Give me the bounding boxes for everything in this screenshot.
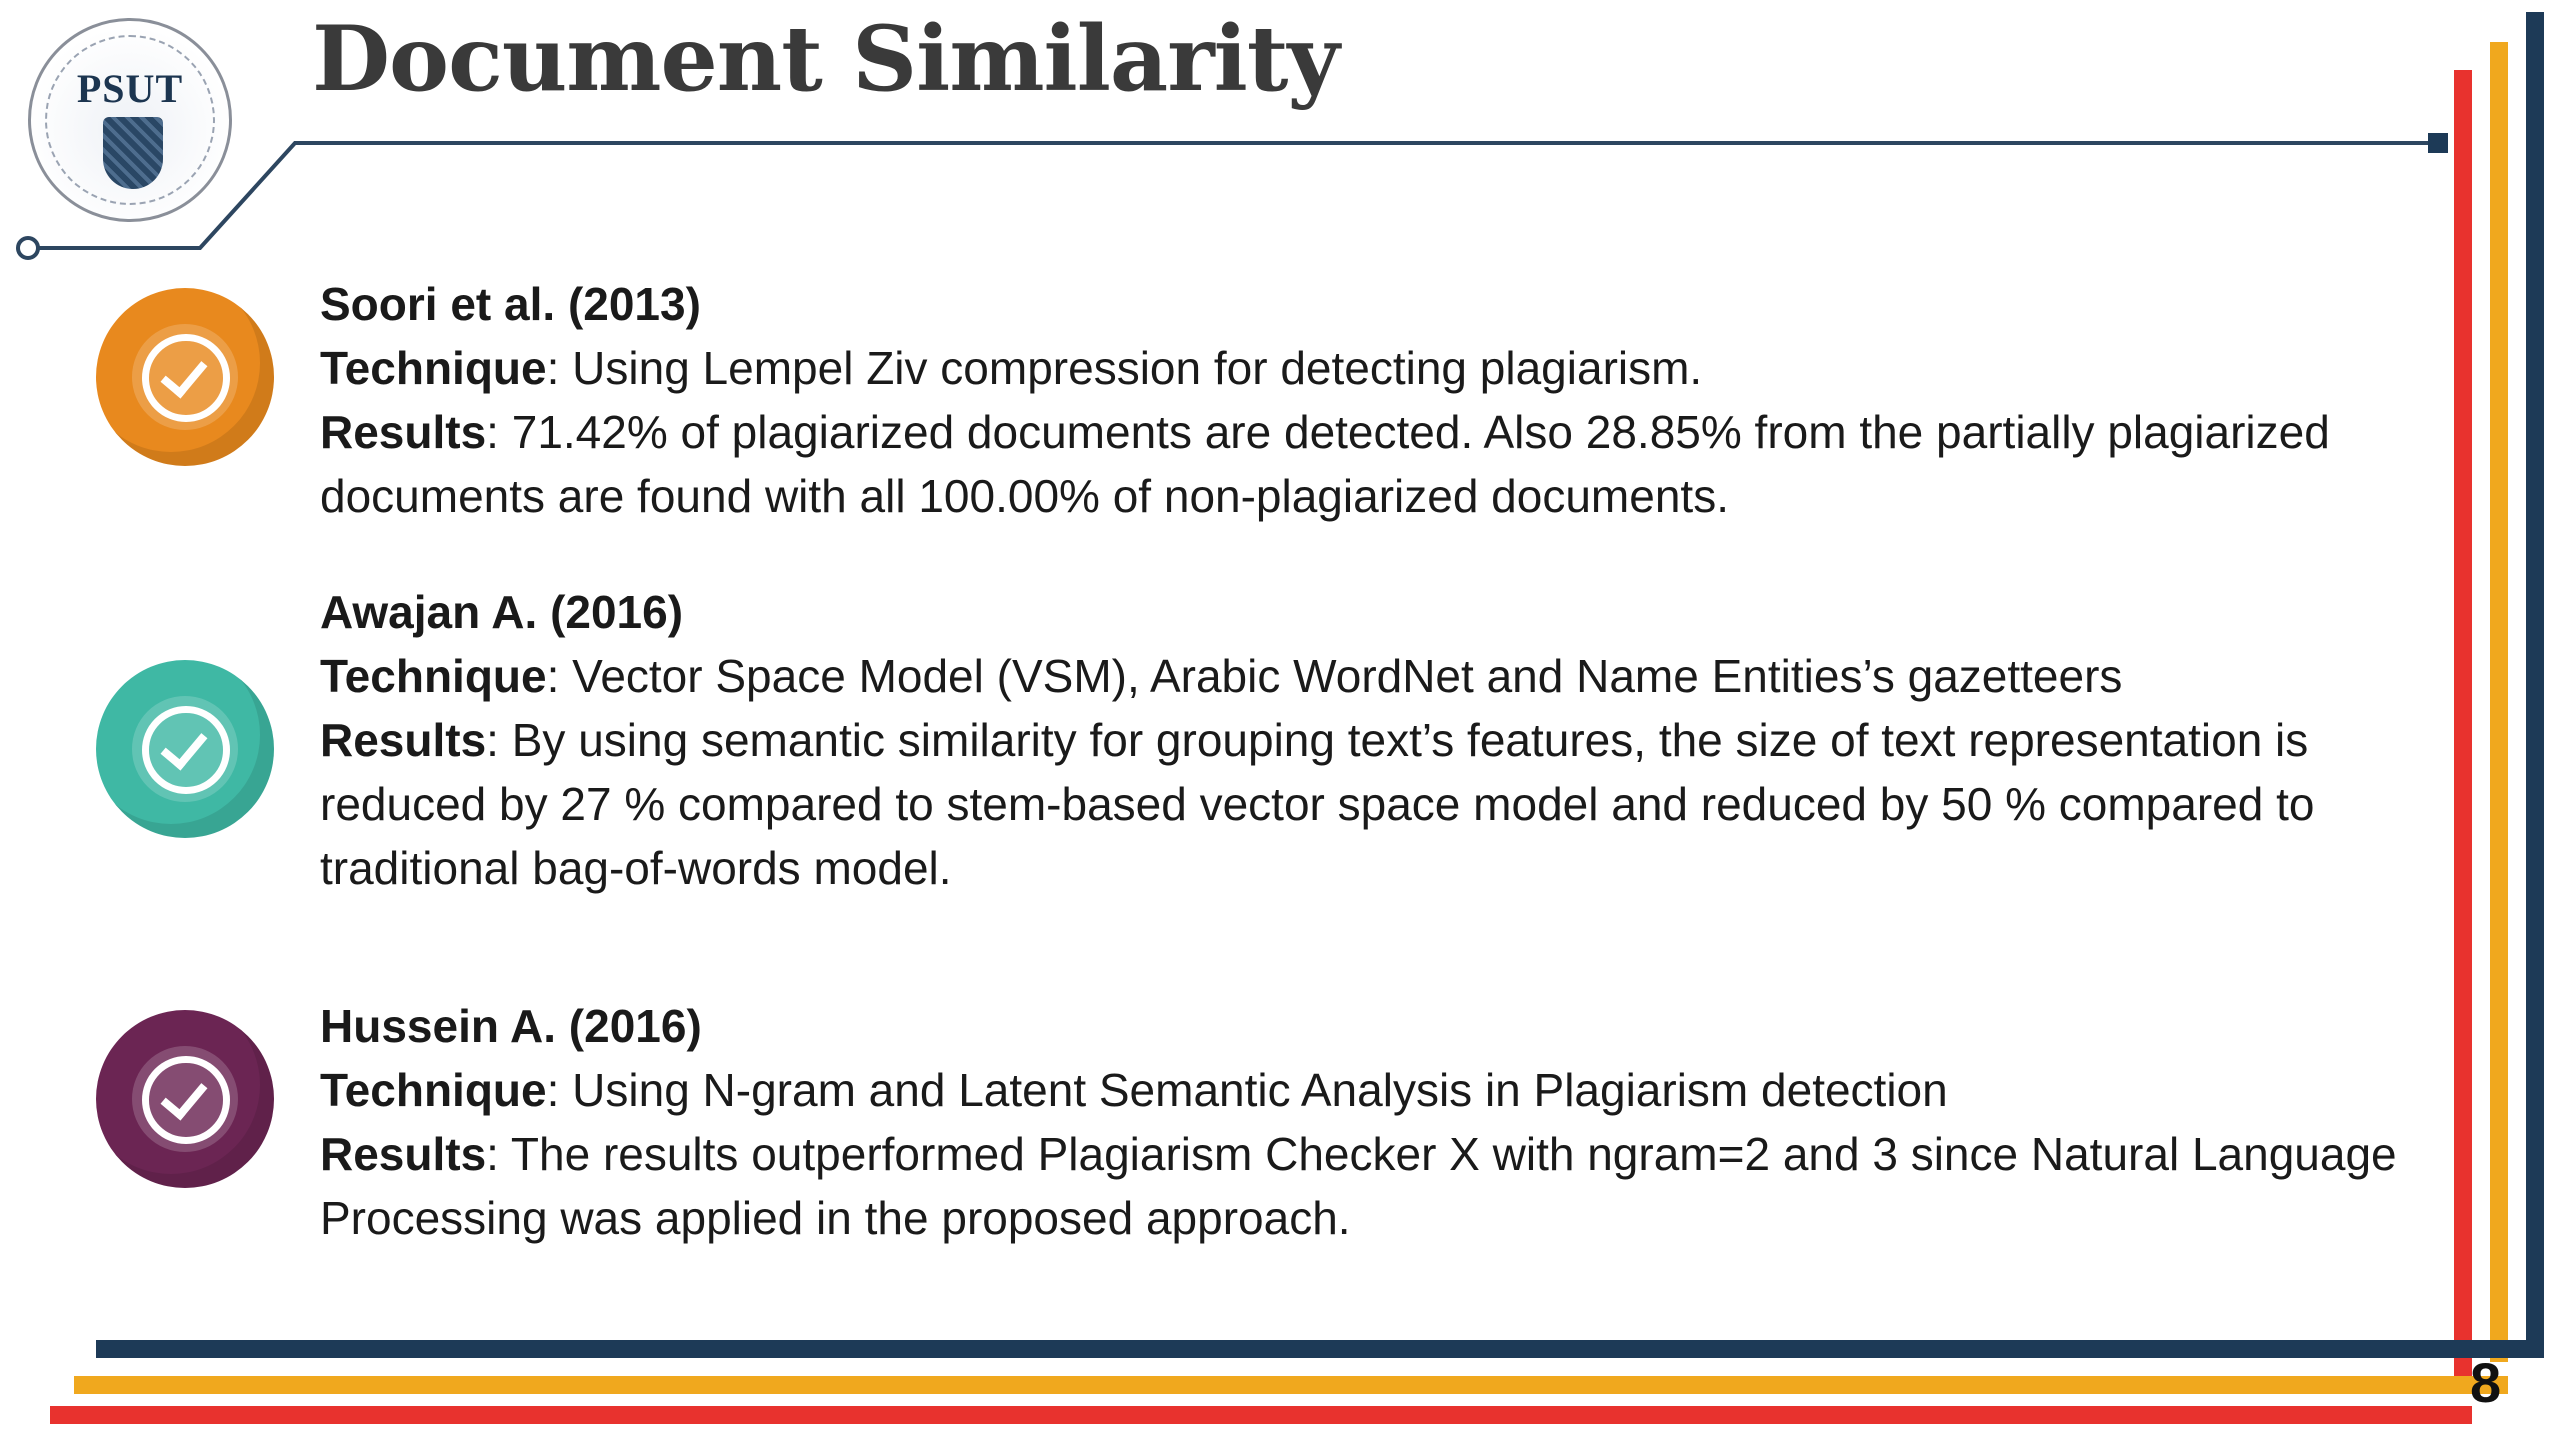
technique-text: : Using Lempel Ziv compression for detecting plagiarism.	[546, 342, 1703, 394]
page-title: Document Similarity	[312, 6, 1339, 112]
bottom-bar-red	[50, 1406, 2472, 1424]
checkmark-icon	[142, 706, 230, 794]
right-bar-gold	[2490, 42, 2508, 1362]
right-bar-red	[2454, 70, 2472, 1390]
university-logo	[28, 18, 232, 222]
entry-technique	[320, 644, 2450, 708]
page-number: 8	[2470, 1351, 2502, 1414]
header-line-start-dot	[18, 238, 38, 258]
entry-results	[320, 708, 2450, 900]
entry-results	[320, 400, 2450, 528]
logo-text: PSUT	[76, 66, 184, 111]
logo-shield-icon	[103, 117, 163, 189]
entry-hussein	[320, 994, 2450, 1250]
technique-label: Technique	[320, 650, 547, 702]
results-label: Results	[320, 406, 487, 458]
results-text: : By using semantic similarity for grouping text’s features, the size of text representation is reduced by 27 % compared to stem-based vector space model and reduced by 50 % compared to traditional bag-of-words model.	[320, 714, 2315, 894]
checkmark-icon	[142, 1056, 230, 1144]
results-text: : 71.42% of plagiarized documents are detected. Also 28.85% from the partially plagiarized documents are found with all 100.00% of non-plagiarized documents.	[320, 406, 2330, 522]
bottom-bar-navy	[96, 1340, 2544, 1358]
technique-text: : Using N-gram and Latent Semantic Analysis in Plagiarism detection	[546, 1064, 1948, 1116]
entry-author: Soori et al. (2013)	[320, 278, 701, 330]
entry-awajan	[320, 580, 2450, 900]
check-circle-icon	[96, 288, 274, 466]
entry-soori	[320, 272, 2450, 528]
technique-text: : Vector Space Model (VSM), Arabic WordNet and Name Entities’s gazetteers	[546, 650, 2123, 702]
right-bar-navy	[2526, 12, 2544, 1352]
check-circle-icon	[96, 660, 274, 838]
results-text: : The results outperformed Plagiarism Checker X with ngram=2 and 3 since Natural Language Processing was applied in the proposed approach.	[320, 1128, 2397, 1244]
header-line-end-square	[2428, 133, 2448, 153]
checkmark-icon	[142, 334, 230, 422]
entry-author: Awajan A. (2016)	[320, 586, 684, 638]
results-label: Results	[320, 1128, 487, 1180]
header-underline	[30, 143, 2430, 248]
check-circle-icon	[96, 1010, 274, 1188]
bottom-bar-gold	[74, 1376, 2508, 1394]
entry-author: Hussein A. (2016)	[320, 1000, 702, 1052]
entry-technique	[320, 336, 2450, 400]
results-label: Results	[320, 714, 487, 766]
technique-label: Technique	[320, 342, 547, 394]
technique-label: Technique	[320, 1064, 547, 1116]
entry-technique	[320, 1058, 2450, 1122]
entry-results	[320, 1122, 2450, 1250]
